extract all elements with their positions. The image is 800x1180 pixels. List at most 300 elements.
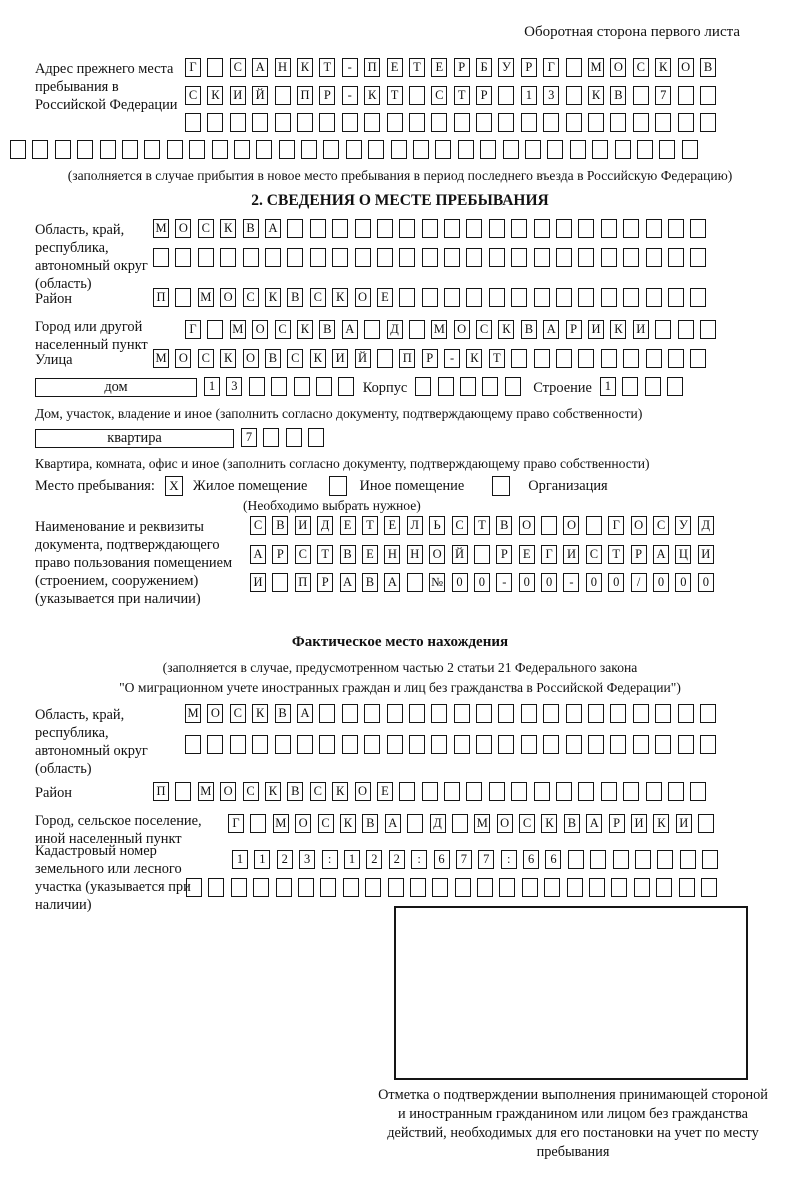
previous-address-row-1 [185, 58, 722, 79]
char-box [690, 248, 706, 267]
char-box [198, 248, 214, 267]
char-box [668, 288, 684, 307]
char-box: О [220, 288, 236, 307]
char-box: Н [407, 545, 423, 564]
char-box [208, 878, 224, 897]
char-box [144, 140, 160, 159]
char-box [655, 735, 671, 754]
char-box: М [198, 782, 214, 801]
char-box [431, 704, 447, 723]
char-box [422, 248, 438, 267]
char-box: Р [454, 58, 470, 77]
char-box: Д [430, 814, 446, 833]
char-box: О [355, 782, 371, 801]
char-box [377, 349, 393, 368]
char-box: У [675, 516, 691, 535]
char-box [399, 248, 415, 267]
char-box: Р [609, 814, 625, 833]
char-box: А [384, 573, 400, 592]
char-box [407, 814, 423, 833]
char-box [474, 545, 490, 564]
char-box: 0 [653, 573, 669, 592]
char-box [444, 288, 460, 307]
apartment-note: Квартира, комната, офис и иное (заполнить согласно документу, подтверждающему право собственности) [35, 456, 650, 471]
char-box [668, 219, 684, 238]
char-box [556, 288, 572, 307]
char-box [623, 219, 639, 238]
char-box [700, 704, 716, 723]
char-box: К [610, 320, 626, 339]
char-box [667, 377, 683, 396]
char-box: И [633, 320, 649, 339]
char-box [534, 288, 550, 307]
document-row-3 [250, 573, 720, 594]
char-box: К [252, 704, 268, 723]
cadastre-row-2 [186, 878, 723, 899]
char-box: И [230, 86, 246, 105]
char-box: К [207, 86, 223, 105]
char-box: Й [252, 86, 268, 105]
char-box: 6 [545, 850, 561, 869]
char-box [413, 140, 429, 159]
char-box [601, 349, 617, 368]
char-box [646, 219, 662, 238]
char-box: Й [452, 545, 468, 564]
char-box: В [362, 814, 378, 833]
char-box: С [586, 545, 602, 564]
char-box: - [444, 349, 460, 368]
char-box: С [519, 814, 535, 833]
char-box [175, 288, 191, 307]
char-box: Е [519, 545, 535, 564]
char-box [646, 248, 662, 267]
char-box [592, 140, 608, 159]
char-box [175, 782, 191, 801]
char-box: Р [631, 545, 647, 564]
char-box: К [220, 219, 236, 238]
char-box: Т [387, 86, 403, 105]
previous-address-row-2 [185, 86, 722, 107]
char-box: О [454, 320, 470, 339]
char-box: О [252, 320, 268, 339]
street-field [35, 349, 713, 377]
section2-title: 2. СВЕДЕНИЯ О МЕСТЕ ПРЕБЫВАНИЯ [251, 192, 549, 209]
char-box [679, 878, 695, 897]
char-box [476, 704, 492, 723]
char-box [409, 113, 425, 132]
char-box [275, 86, 291, 105]
stay-type-option-other: Иное помещение [359, 478, 465, 494]
char-box [319, 735, 335, 754]
actual-region-grid [185, 704, 722, 763]
char-box [308, 428, 324, 447]
char-box: Е [377, 288, 393, 307]
char-box [458, 140, 474, 159]
char-box [438, 377, 454, 396]
char-box: В [319, 320, 335, 339]
char-box: О [678, 58, 694, 77]
char-box: 1 [600, 377, 616, 396]
char-box: О [220, 782, 236, 801]
char-box: Ь [429, 516, 445, 535]
char-box [466, 782, 482, 801]
char-box [422, 219, 438, 238]
char-box: Т [362, 516, 378, 535]
char-box: К [340, 814, 356, 833]
char-box [566, 704, 582, 723]
char-box [476, 113, 492, 132]
char-box [399, 288, 415, 307]
char-box [505, 377, 521, 396]
char-box: Е [384, 516, 400, 535]
char-box: К [653, 814, 669, 833]
char-box: В [340, 545, 356, 564]
char-box [635, 850, 651, 869]
char-box [409, 735, 425, 754]
house-label-cell: дом [35, 378, 197, 397]
char-box: К [297, 320, 313, 339]
confirmation-stamp-box [394, 906, 748, 1080]
previous-address-grid [185, 58, 722, 141]
char-box [498, 113, 514, 132]
char-box [556, 349, 572, 368]
char-box: С [310, 782, 326, 801]
char-box: К [310, 349, 326, 368]
actual-region-row-2 [185, 735, 722, 756]
char-box [298, 878, 314, 897]
char-box [377, 248, 393, 267]
char-box [702, 850, 718, 869]
char-box: В [610, 86, 626, 105]
char-box [365, 878, 381, 897]
char-box [700, 320, 716, 339]
char-box [310, 248, 326, 267]
cadastre-label: Кадастровый номер земельного или лесного участка (указывается при наличии) [35, 843, 191, 913]
char-box [250, 814, 266, 833]
char-box [655, 113, 671, 132]
char-box [287, 248, 303, 267]
char-box [230, 113, 246, 132]
char-box: И [295, 516, 311, 535]
char-box [409, 704, 425, 723]
char-box: А [586, 814, 602, 833]
char-box [444, 248, 460, 267]
char-box: Е [362, 545, 378, 564]
char-box: С [653, 516, 669, 535]
char-box: Г [608, 516, 624, 535]
char-box [610, 735, 626, 754]
char-box [489, 288, 505, 307]
char-box [489, 782, 505, 801]
char-box [387, 113, 403, 132]
char-box [700, 86, 716, 105]
char-box: - [496, 573, 512, 592]
char-box: Т [608, 545, 624, 564]
char-box: М [273, 814, 289, 833]
char-box [589, 878, 605, 897]
char-box [645, 377, 661, 396]
char-box: О [207, 704, 223, 723]
char-box: : [322, 850, 338, 869]
char-box [634, 878, 650, 897]
char-box: В [564, 814, 580, 833]
previous-address-label: Адрес прежнего места пребывания в Российской Федерации [35, 61, 178, 113]
previous-address-note: (заполняется в случае прибытия в новое место пребывания в период последнего въезда в Российскую Федерацию) [67, 168, 733, 183]
char-box [547, 140, 563, 159]
char-box: К [588, 86, 604, 105]
char-box [678, 735, 694, 754]
char-box [655, 704, 671, 723]
char-box [364, 735, 380, 754]
char-box: А [543, 320, 559, 339]
char-box [521, 704, 537, 723]
char-box: С [287, 349, 303, 368]
char-box [407, 573, 423, 592]
char-box [578, 248, 594, 267]
char-box [700, 113, 716, 132]
char-box: С [318, 814, 334, 833]
char-box [657, 850, 673, 869]
char-box: С [275, 320, 291, 339]
char-box: О [175, 219, 191, 238]
stay-type-option-organization: Организация [528, 478, 608, 494]
char-box: С [185, 86, 201, 105]
char-box: П [153, 782, 169, 801]
char-box [678, 86, 694, 105]
char-box [633, 86, 649, 105]
char-box: К [364, 86, 380, 105]
char-box [590, 850, 606, 869]
char-box: Г [541, 545, 557, 564]
char-box: С [431, 86, 447, 105]
char-box [477, 878, 493, 897]
char-box [297, 113, 313, 132]
char-box [342, 704, 358, 723]
char-box: Д [387, 320, 403, 339]
char-box [534, 782, 550, 801]
previous-address-row-4 [10, 140, 704, 161]
actual-region-row-1 [185, 704, 722, 725]
char-box: Й [355, 349, 371, 368]
char-box: С [243, 782, 259, 801]
stay-type-note: (Необходимо выбрать нужное) [243, 498, 421, 513]
char-box [422, 782, 438, 801]
char-box: 0 [675, 573, 691, 592]
stay-type-row [35, 476, 608, 496]
char-box [566, 113, 582, 132]
char-box: М [230, 320, 246, 339]
char-box: 0 [698, 573, 714, 592]
char-box [234, 140, 250, 159]
char-box [332, 219, 348, 238]
char-box: А [342, 320, 358, 339]
char-box [601, 219, 617, 238]
char-box [489, 219, 505, 238]
char-box [10, 140, 26, 159]
char-box [570, 140, 586, 159]
previous-address-field [35, 58, 722, 141]
char-box: / [631, 573, 647, 592]
stay-type-checkbox-residential: X [165, 476, 183, 496]
char-box [556, 248, 572, 267]
char-box [623, 248, 639, 267]
char-box [678, 704, 694, 723]
char-box: И [588, 320, 604, 339]
char-box: К [265, 288, 281, 307]
char-box [342, 113, 358, 132]
char-box [655, 320, 671, 339]
char-box [668, 248, 684, 267]
street-row [153, 349, 713, 370]
char-box: - [563, 573, 579, 592]
char-box: О [429, 545, 445, 564]
char-box [525, 140, 541, 159]
char-box: 7 [478, 850, 494, 869]
char-box [578, 288, 594, 307]
char-box: С [295, 545, 311, 564]
char-box: Р [317, 573, 333, 592]
char-box [272, 573, 288, 592]
char-box: С [198, 219, 214, 238]
char-box: 6 [434, 850, 450, 869]
char-box: Т [409, 58, 425, 77]
char-box [601, 288, 617, 307]
region-label: Область, край, республика, автономный округ (область) [35, 222, 148, 292]
char-box: Е [431, 58, 447, 77]
char-box: К [265, 782, 281, 801]
char-box [364, 113, 380, 132]
apartment-label-cell: квартира [35, 429, 234, 448]
char-box [633, 704, 649, 723]
char-box: Г [185, 320, 201, 339]
char-box: К [498, 320, 514, 339]
char-box: Д [317, 516, 333, 535]
char-box: : [411, 850, 427, 869]
char-box [252, 735, 268, 754]
char-box: : [501, 850, 517, 869]
region-grid [153, 219, 713, 276]
char-box: Г [543, 58, 559, 77]
char-box [543, 735, 559, 754]
char-box [444, 219, 460, 238]
char-box [690, 288, 706, 307]
char-box [263, 428, 279, 447]
char-box: В [496, 516, 512, 535]
char-box: И [563, 545, 579, 564]
actual-location-note-1: (заполняется в случае, предусмотренном частью 2 статьи 21 Федерального закона [162, 660, 638, 675]
char-box: В [521, 320, 537, 339]
char-box [633, 113, 649, 132]
char-box [185, 735, 201, 754]
house-number-cells [204, 377, 361, 398]
char-box [189, 140, 205, 159]
page-side-note: Оборотная сторона первого листа [524, 24, 740, 40]
char-box: О [631, 516, 647, 535]
char-box [391, 140, 407, 159]
char-box [332, 248, 348, 267]
stay-type-checkbox-organization [492, 476, 510, 496]
char-box [534, 219, 550, 238]
actual-district-field [35, 782, 713, 810]
char-box [243, 248, 259, 267]
char-box [601, 782, 617, 801]
char-box [521, 113, 537, 132]
char-box: М [185, 704, 201, 723]
char-box [543, 113, 559, 132]
char-box [534, 349, 550, 368]
char-box [489, 248, 505, 267]
char-box [613, 850, 629, 869]
char-box: 3 [226, 377, 242, 396]
district-field [35, 288, 713, 316]
char-box: С [243, 288, 259, 307]
char-box [698, 814, 714, 833]
char-box [646, 782, 662, 801]
char-box [388, 878, 404, 897]
char-box: А [340, 573, 356, 592]
char-box: 1 [254, 850, 270, 869]
char-box [220, 248, 236, 267]
char-box: 0 [608, 573, 624, 592]
char-box [498, 735, 514, 754]
char-box: О [563, 516, 579, 535]
char-box: В [287, 288, 303, 307]
char-box [399, 782, 415, 801]
char-box [601, 248, 617, 267]
char-box: 3 [299, 850, 315, 869]
char-box: А [653, 545, 669, 564]
char-box: Н [275, 58, 291, 77]
char-box: И [250, 573, 266, 592]
char-box: 0 [452, 573, 468, 592]
char-box: О [497, 814, 513, 833]
char-box [286, 428, 302, 447]
stay-type-label: Место пребывания: [35, 478, 155, 494]
char-box [498, 704, 514, 723]
char-box [432, 878, 448, 897]
char-box [680, 850, 696, 869]
region-row-1 [153, 219, 713, 240]
char-box: В [275, 704, 291, 723]
char-box [503, 140, 519, 159]
char-box [297, 735, 313, 754]
char-box [588, 735, 604, 754]
char-box [294, 377, 310, 396]
char-box [511, 248, 527, 267]
char-box [566, 86, 582, 105]
char-box [656, 878, 672, 897]
char-box [256, 140, 272, 159]
char-box: П [364, 58, 380, 77]
char-box [521, 735, 537, 754]
char-box [364, 704, 380, 723]
actual-location-title: Фактическое место нахождения [291, 634, 509, 650]
char-box [611, 878, 627, 897]
char-box [678, 113, 694, 132]
char-box: Ц [675, 545, 691, 564]
char-box [567, 878, 583, 897]
actual-district-label: Район [35, 785, 72, 801]
char-box [343, 878, 359, 897]
document-row-2 [250, 545, 720, 566]
char-box [466, 288, 482, 307]
char-box [364, 320, 380, 339]
char-box [275, 113, 291, 132]
char-box [186, 878, 202, 897]
char-box: 7 [241, 428, 257, 447]
char-box [415, 377, 431, 396]
document-row-1 [250, 516, 720, 537]
